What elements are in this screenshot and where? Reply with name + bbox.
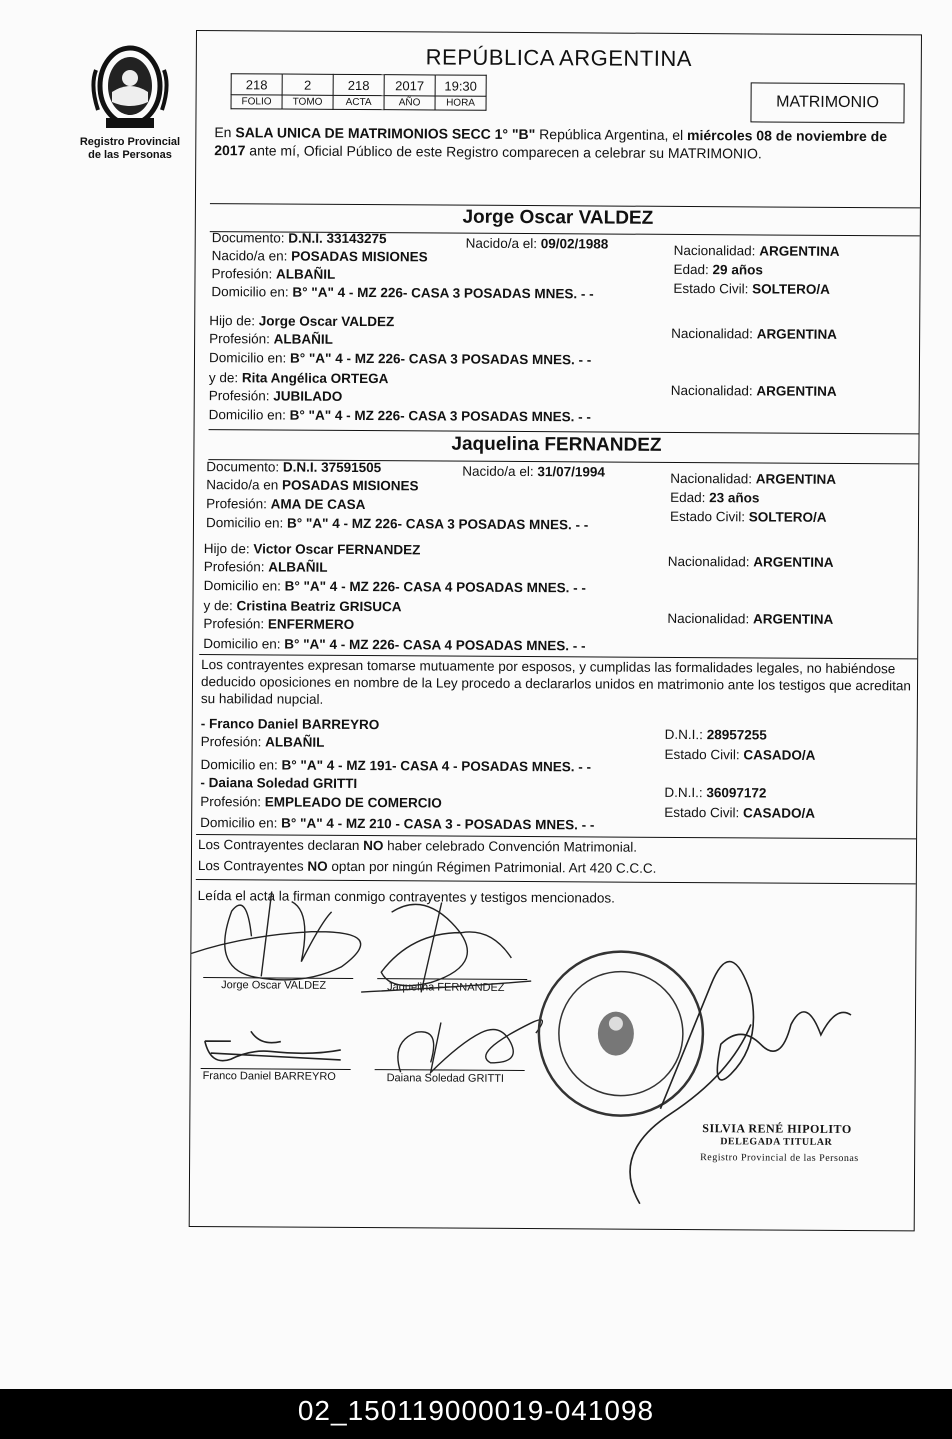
groom-birthdate xyxy=(466,235,609,253)
groom-dni: D.N.I. 33143275 xyxy=(288,230,387,247)
label: Profesión: xyxy=(208,388,274,404)
label: D.N.I.: xyxy=(664,784,707,801)
officer-role: DELEGADA TITULAR xyxy=(720,1136,833,1148)
value: B° "A" 4 - MZ 226- CASA 3 POSADAS MNES. - - xyxy=(289,407,591,425)
logo-caption-line1: Registro Provincial xyxy=(79,136,181,148)
value: JUBILADO xyxy=(273,388,343,404)
bride-father-address xyxy=(204,577,586,596)
label: Profesión: xyxy=(209,331,274,347)
text: haber celebrado Convención Matrimonial. xyxy=(383,838,638,855)
groom-father xyxy=(209,312,394,330)
groom-name-heading: Jorge Oscar VALDEZ xyxy=(462,206,654,229)
label: D.N.I.: xyxy=(664,726,707,743)
intro-text-2: República Argentina, el xyxy=(535,126,688,144)
misiones-coat-of-arms-icon xyxy=(88,40,172,132)
officer-signature xyxy=(630,961,851,1205)
value: SOLTERO/A xyxy=(748,509,827,525)
label: y de: xyxy=(203,598,237,614)
groom-signature-caption: Jorge Oscar VALDEZ xyxy=(221,979,327,992)
value: B° "A" 4 - MZ 226- CASA 3 POSADAS MNES. - - xyxy=(286,515,589,533)
closing-statement: Leída el acta la firman conmigo contrayentes y testigos mencionados. xyxy=(197,888,615,906)
label: Estado Civil: xyxy=(669,508,749,525)
groom-profession xyxy=(211,265,335,283)
witness1-signature-caption: Franco Daniel BARREYRO xyxy=(202,1070,336,1083)
label: Nacido/a en: xyxy=(211,248,292,264)
intro-paragraph xyxy=(214,123,914,163)
label: Domicilio en: xyxy=(208,407,290,423)
witness2-profession xyxy=(200,793,442,811)
registry-meta-table xyxy=(231,73,487,111)
groom-mother-address xyxy=(209,406,591,425)
witness2-signature-line xyxy=(375,1069,525,1071)
label: Nacionalidad: xyxy=(667,610,754,627)
intro-text-1: En xyxy=(214,124,236,141)
groom-mother-nationality xyxy=(671,382,837,400)
label: Profesión: xyxy=(203,559,269,575)
witness1-profession xyxy=(201,733,325,751)
label: Domicilio en: xyxy=(208,350,291,366)
value: ARGENTINA xyxy=(759,243,840,259)
groom-document xyxy=(212,229,387,247)
label: Nacido/a el: xyxy=(465,235,541,252)
value: POSADAS MISIONES xyxy=(281,477,419,494)
label: Documento: xyxy=(206,459,283,475)
value: ALBAÑIL xyxy=(265,734,325,750)
label: Estado Civil: xyxy=(673,280,753,297)
groom-birthplace xyxy=(212,247,428,265)
witness1-address xyxy=(200,756,591,775)
value: 36097172 xyxy=(706,785,767,801)
bride-father xyxy=(204,540,421,558)
label: Nacido/a en xyxy=(206,477,283,493)
value: POSADAS MISIONES xyxy=(291,248,428,265)
value: Cristina Beatriz GRISUCA xyxy=(236,598,402,615)
bride-dni: D.N.I. 37591505 xyxy=(282,459,382,476)
value: B° "A" 4 - MZ 226- CASA 4 POSADAS MNES. - - xyxy=(284,578,586,596)
value: B° "A" 4 - MZ 210 - CASA 3 - POSADAS MNES. - - xyxy=(281,815,595,833)
text: Los Contrayentes declaran xyxy=(197,837,364,854)
groom-age xyxy=(673,261,762,279)
value: CASADO/A xyxy=(743,747,816,763)
bride-birthplace xyxy=(206,476,418,494)
logo-caption xyxy=(70,136,190,162)
acta-value: 218 xyxy=(333,74,384,95)
hora-label: HORA xyxy=(435,96,486,110)
label: Nacido/a el: xyxy=(462,463,538,480)
label: Profesión: xyxy=(203,616,268,632)
groom-mother xyxy=(209,369,389,387)
label: y de: xyxy=(208,370,242,386)
value: ALBAÑIL xyxy=(273,331,333,347)
bride-father-nationality xyxy=(668,553,834,571)
value: CASADO/A xyxy=(742,805,816,821)
scan-id-footer: 02_150119000019-041098 xyxy=(0,1389,952,1439)
value: B° "A" 4 - MZ 226- CASA 4 POSADAS MNES. - - xyxy=(284,636,586,654)
value: 28957255 xyxy=(706,727,767,743)
value: SOLTERO/A xyxy=(752,281,831,297)
value: ARGENTINA xyxy=(756,383,837,399)
witness1-civil-status xyxy=(665,746,816,764)
provincial-logo xyxy=(70,40,190,162)
value: B° "A" 4 - MZ 226- CASA 3 POSADAS MNES. - - xyxy=(289,350,592,368)
officer-name: SILVIA RENÉ HIPOLITO xyxy=(702,1121,852,1137)
tomo-label: TOMO xyxy=(282,95,333,109)
value: ARGENTINA xyxy=(752,611,834,627)
bride-address xyxy=(206,514,588,533)
intro-text-3: ante mí, Oficial Público de este Registro comparecen a celebrar su MATRIMONIO. xyxy=(245,142,762,162)
folio-label: FOLIO xyxy=(231,95,282,109)
groom-father-profession xyxy=(209,330,333,348)
groom-nationality xyxy=(674,242,840,260)
witness1-signature xyxy=(205,1031,341,1061)
bride-profession xyxy=(206,495,365,513)
label: Nacionalidad: xyxy=(671,325,757,342)
label: Domicilio en: xyxy=(203,578,285,594)
no-mark: NO xyxy=(363,838,384,854)
convention-statement xyxy=(198,836,637,856)
groom-civil-status xyxy=(673,280,830,298)
bride-mother-profession xyxy=(203,615,354,633)
label: Edad: xyxy=(673,261,713,278)
label: Domicilio en: xyxy=(203,636,285,652)
label: Nacionalidad: xyxy=(673,242,760,259)
tomo-value: 2 xyxy=(282,74,333,95)
label: Profesión: xyxy=(200,794,265,810)
label: Domicilio en: xyxy=(211,284,293,300)
certificate-title: REPÚBLICA ARGENTINA xyxy=(425,44,693,72)
bride-signature-caption: Jaquelina FERNANDEZ xyxy=(387,981,505,994)
groom-mother-profession xyxy=(209,387,343,405)
value: AMA DE CASA xyxy=(270,496,366,513)
bride-birthdate xyxy=(462,463,605,481)
value: Rita Angélica ORTEGA xyxy=(241,370,389,387)
logo-caption-line2: de las Personas xyxy=(88,149,172,161)
value: ARGENTINA xyxy=(753,554,834,570)
label: Estado Civil: xyxy=(664,804,744,821)
folio-value: 218 xyxy=(231,74,282,95)
value: EMPLEADO DE COMERCIO xyxy=(264,794,442,811)
divider xyxy=(196,879,916,884)
officer-organization: Registro Provincial de las Personas xyxy=(700,1152,859,1165)
groom-father-nationality xyxy=(671,325,837,343)
label: Nacionalidad: xyxy=(670,382,757,399)
witness2-dni xyxy=(664,784,766,802)
value: 29 años xyxy=(712,262,763,278)
text: Los Contrayentes xyxy=(197,858,308,874)
label: Documento: xyxy=(211,230,289,246)
label: Domicilio en: xyxy=(205,515,288,531)
bride-mother-address xyxy=(203,635,585,654)
witness2-signature-caption: Daiana Soledad GRITTI xyxy=(386,1072,505,1085)
value: ENFERMERO xyxy=(267,616,355,632)
ceremony-date: miércoles 08 de noviembre de 2017 xyxy=(214,127,888,159)
label: Hijo de: xyxy=(203,541,254,557)
label: Profesión: xyxy=(200,734,266,750)
acta-label: ACTA xyxy=(333,95,384,109)
value: B° "A" 4 - MZ 191- CASA 4 - POSADAS MNES. - - xyxy=(281,757,592,775)
label: Estado Civil: xyxy=(664,746,744,763)
groom-father-address xyxy=(209,349,591,368)
ceremony-place: SALA UNICA DE MATRIMONIOS SECC 1° "B" xyxy=(235,124,536,143)
witness1-dni xyxy=(665,726,767,744)
label: Nacionalidad: xyxy=(670,470,756,487)
value: - Daiana Soledad GRITTI xyxy=(200,775,358,791)
witness2-civil-status xyxy=(664,804,815,822)
label: Edad: xyxy=(670,489,710,506)
bride-name-heading: Jaquelina FERNANDEZ xyxy=(451,433,662,456)
regime-statement xyxy=(198,857,657,877)
witness2-signature xyxy=(398,1019,543,1073)
value: ALBAÑIL xyxy=(276,266,336,282)
value: - Franco Daniel BARREYRO xyxy=(200,716,380,733)
label: Hijo de: xyxy=(209,313,259,329)
label: Profesión: xyxy=(206,496,271,512)
ano-value: 2017 xyxy=(384,75,435,96)
label: Profesión: xyxy=(211,266,277,282)
no-mark: NO xyxy=(307,858,328,874)
groom-birth-value: 09/02/1988 xyxy=(540,236,609,252)
value: Jorge Oscar VALDEZ xyxy=(258,313,395,330)
value: Victor Oscar FERNANDEZ xyxy=(253,541,421,558)
bride-birth-value: 31/07/1994 xyxy=(537,464,605,480)
value: ALBAÑIL xyxy=(268,559,328,575)
bride-nationality xyxy=(670,470,836,488)
label: Domicilio en: xyxy=(200,757,282,773)
groom-address xyxy=(211,283,593,302)
ano-label: AÑO xyxy=(384,96,435,110)
text: optan por ningún Régimen Patrimonial. Art 420 C.C.C. xyxy=(327,858,657,876)
hora-value: 19:30 xyxy=(435,75,486,96)
witness2-name xyxy=(200,774,357,792)
bride-age xyxy=(670,489,759,507)
bride-civil-status xyxy=(670,508,827,526)
official-seal xyxy=(538,951,703,1116)
label: Domicilio en: xyxy=(200,815,282,831)
witness2-address xyxy=(200,814,594,833)
declaration-paragraph: Los contrayentes expresan tomarse mutuamente por esposos, y cumplidas las formalidades legales, no habiéndose deducido oposiciones en nombre de la Ley procedo a declararlos unidos en matrimonio ante los testigos que acreditan su habilidad nupcial. xyxy=(200,657,912,707)
label: Nacionalidad: xyxy=(667,553,754,570)
value: ARGENTINA xyxy=(756,326,838,342)
value: ARGENTINA xyxy=(755,471,837,487)
bride-father-profession xyxy=(204,558,328,576)
bride-document xyxy=(206,458,381,476)
bride-mother xyxy=(203,597,401,615)
value: B° "A" 4 - MZ 226- CASA 3 POSADAS MNES. - - xyxy=(292,284,594,302)
bride-mother-nationality xyxy=(667,610,833,628)
marriage-certificate xyxy=(189,30,922,1231)
witness1-name xyxy=(201,715,380,733)
bride-signature-line xyxy=(377,978,527,980)
act-type-box: MATRIMONIO xyxy=(750,82,904,123)
value: 23 años xyxy=(709,490,760,506)
